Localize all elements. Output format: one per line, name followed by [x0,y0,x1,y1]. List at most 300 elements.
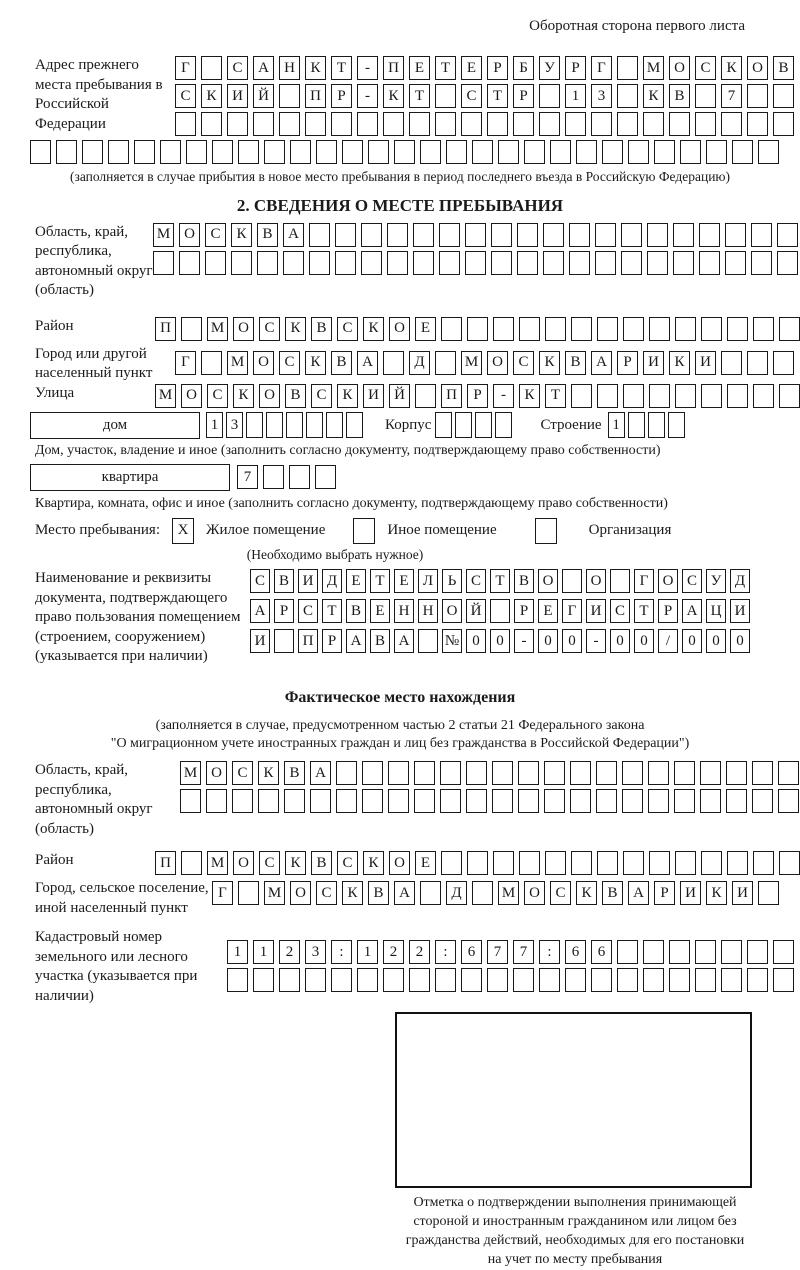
grid-cell[interactable] [675,317,696,341]
grid-cell[interactable] [336,761,357,785]
grid-cell[interactable]: А [591,351,612,375]
grid-cell[interactable]: А [310,761,331,785]
grid-cell[interactable]: 0 [706,629,726,653]
grid-cell[interactable]: 6 [461,940,482,964]
grid-cell[interactable]: С [461,84,482,108]
grid-cell[interactable] [290,140,311,164]
grid-cell[interactable]: Т [634,599,654,623]
grid-cell[interactable] [623,384,644,408]
grid-cell[interactable] [30,140,51,164]
grid-cell[interactable]: Й [466,599,486,623]
grid-cell[interactable] [647,223,668,247]
grid-cell[interactable]: С [316,881,337,905]
grid-cell[interactable]: И [732,881,753,905]
grid-cell[interactable] [439,223,460,247]
grid-cell[interactable]: Т [490,569,510,593]
grid-cell[interactable] [569,223,590,247]
grid-cell[interactable] [264,140,285,164]
grid-cell[interactable]: 1 [253,940,274,964]
grid-cell[interactable]: О [253,351,274,375]
grid-cell[interactable] [621,223,642,247]
grid-cell[interactable]: В [311,317,332,341]
grid-cell[interactable] [518,761,539,785]
grid-cell[interactable] [518,789,539,813]
grid-cell[interactable]: 1 [608,412,625,438]
grid-cell[interactable] [315,465,336,489]
grid-cell[interactable]: Т [409,84,430,108]
grid-cell[interactable] [491,223,512,247]
grid-cell[interactable]: Г [562,599,582,623]
grid-cell[interactable]: И [586,599,606,623]
grid-cell[interactable]: Г [634,569,654,593]
grid-cell[interactable] [610,569,630,593]
grid-cell[interactable]: В [285,384,306,408]
grid-cell[interactable] [362,789,383,813]
grid-cell[interactable] [346,412,363,438]
grid-cell[interactable]: Д [409,351,430,375]
grid-cell[interactable]: А [250,599,270,623]
checkbox-organization[interactable] [535,518,557,544]
grid-cell[interactable] [491,251,512,275]
grid-cell[interactable]: О [259,384,280,408]
grid-cell[interactable]: Й [389,384,410,408]
grid-cell[interactable] [680,140,701,164]
grid-cell[interactable]: И [730,599,750,623]
grid-cell[interactable] [441,851,462,875]
grid-cell[interactable] [56,140,77,164]
grid-cell[interactable] [435,412,452,438]
grid-cell[interactable]: А [357,351,378,375]
grid-cell[interactable] [266,412,283,438]
grid-cell[interactable]: И [298,569,318,593]
grid-cell[interactable] [263,465,284,489]
grid-cell[interactable]: Р [467,384,488,408]
grid-cell[interactable] [628,140,649,164]
grid-cell[interactable] [441,317,462,341]
grid-cell[interactable] [668,412,685,438]
grid-cell[interactable]: 1 [357,940,378,964]
grid-cell[interactable] [418,629,438,653]
grid-cell[interactable] [539,84,560,108]
grid-cell[interactable] [591,968,612,992]
grid-cell[interactable] [513,112,534,136]
grid-cell[interactable]: Р [487,56,508,80]
grid-cell[interactable]: 0 [682,629,702,653]
grid-cell[interactable]: К [643,84,664,108]
grid-cell[interactable]: М [264,881,285,905]
grid-cell[interactable] [539,112,560,136]
grid-cell[interactable] [467,851,488,875]
grid-cell[interactable] [674,761,695,785]
grid-cell[interactable]: И [363,384,384,408]
grid-cell[interactable] [179,251,200,275]
grid-cell[interactable]: К [233,384,254,408]
grid-cell[interactable] [649,384,670,408]
grid-cell[interactable]: О [389,317,410,341]
grid-cell[interactable] [544,761,565,785]
grid-cell[interactable] [773,968,794,992]
grid-cell[interactable] [524,140,545,164]
grid-cell[interactable]: С [695,56,716,80]
grid-cell[interactable] [472,140,493,164]
grid-cell[interactable]: С [311,384,332,408]
grid-cell[interactable]: 2 [279,940,300,964]
grid-cell[interactable] [726,761,747,785]
grid-cell[interactable] [675,851,696,875]
grid-cell[interactable] [751,251,772,275]
grid-cell[interactable] [361,223,382,247]
grid-cell[interactable]: Т [435,56,456,80]
grid-cell[interactable]: 6 [565,940,586,964]
grid-cell[interactable]: - [514,629,534,653]
grid-cell[interactable] [227,112,248,136]
grid-cell[interactable]: А [283,223,304,247]
grid-cell[interactable]: 0 [634,629,654,653]
grid-cell[interactable] [440,789,461,813]
grid-cell[interactable] [779,317,800,341]
grid-cell[interactable] [413,251,434,275]
grid-cell[interactable]: С [337,851,358,875]
grid-cell[interactable]: С [337,317,358,341]
grid-cell[interactable] [591,112,612,136]
grid-cell[interactable] [316,140,337,164]
grid-cell[interactable] [617,940,638,964]
grid-cell[interactable]: М [643,56,664,80]
grid-cell[interactable] [539,968,560,992]
grid-cell[interactable] [699,223,720,247]
grid-cell[interactable] [186,140,207,164]
grid-cell[interactable]: : [539,940,560,964]
grid-cell[interactable] [305,112,326,136]
grid-cell[interactable] [310,789,331,813]
grid-cell[interactable] [383,351,404,375]
grid-cell[interactable]: И [227,84,248,108]
grid-cell[interactable] [435,112,456,136]
grid-cell[interactable]: Ь [442,569,462,593]
grid-cell[interactable]: К [285,317,306,341]
grid-cell[interactable]: О [487,351,508,375]
grid-cell[interactable] [674,789,695,813]
grid-cell[interactable] [773,351,794,375]
grid-cell[interactable] [753,851,774,875]
grid-cell[interactable] [472,881,493,905]
grid-cell[interactable] [446,140,467,164]
grid-cell[interactable] [335,251,356,275]
grid-cell[interactable]: О [524,881,545,905]
grid-cell[interactable]: В [346,599,366,623]
grid-cell[interactable]: 7 [487,940,508,964]
grid-cell[interactable]: - [357,56,378,80]
grid-cell[interactable]: М [153,223,174,247]
grid-cell[interactable]: Н [279,56,300,80]
grid-cell[interactable] [562,569,582,593]
grid-cell[interactable] [721,940,742,964]
grid-cell[interactable] [415,384,436,408]
grid-cell[interactable] [622,789,643,813]
grid-cell[interactable]: Р [322,629,342,653]
grid-cell[interactable] [493,851,514,875]
grid-cell[interactable]: С [207,384,228,408]
grid-cell[interactable]: М [207,317,228,341]
grid-cell[interactable]: Е [538,599,558,623]
grid-cell[interactable]: - [493,384,514,408]
grid-cell[interactable] [596,761,617,785]
grid-cell[interactable]: 1 [565,84,586,108]
grid-cell[interactable] [283,251,304,275]
grid-cell[interactable]: 2 [383,940,404,964]
grid-cell[interactable] [368,140,389,164]
grid-cell[interactable] [246,412,263,438]
grid-cell[interactable] [543,223,564,247]
grid-cell[interactable] [331,968,352,992]
grid-cell[interactable] [701,384,722,408]
grid-cell[interactable]: А [253,56,274,80]
grid-cell[interactable] [205,251,226,275]
grid-cell[interactable]: А [682,599,702,623]
grid-cell[interactable]: : [331,940,352,964]
grid-cell[interactable]: О [181,384,202,408]
grid-cell[interactable]: Г [175,351,196,375]
grid-cell[interactable]: Е [461,56,482,80]
grid-cell[interactable] [675,384,696,408]
grid-cell[interactable] [622,761,643,785]
grid-cell[interactable] [201,56,222,80]
grid-cell[interactable] [623,317,644,341]
grid-cell[interactable] [227,968,248,992]
grid-cell[interactable] [721,968,742,992]
grid-cell[interactable]: С [259,317,280,341]
grid-cell[interactable] [467,317,488,341]
grid-cell[interactable]: В [257,223,278,247]
grid-cell[interactable] [517,223,538,247]
grid-cell[interactable]: Р [654,881,675,905]
grid-cell[interactable] [617,968,638,992]
grid-cell[interactable] [700,789,721,813]
grid-cell[interactable]: И [643,351,664,375]
grid-cell[interactable] [654,140,675,164]
grid-cell[interactable]: О [658,569,678,593]
grid-cell[interactable]: А [394,881,415,905]
grid-cell[interactable]: В [773,56,794,80]
grid-cell[interactable]: Р [513,84,534,108]
grid-cell[interactable] [673,251,694,275]
grid-cell[interactable]: С [610,599,630,623]
grid-cell[interactable] [752,761,773,785]
grid-cell[interactable]: Г [175,56,196,80]
grid-cell[interactable]: № [442,629,462,653]
grid-cell[interactable] [701,317,722,341]
grid-cell[interactable] [747,940,768,964]
grid-cell[interactable] [595,223,616,247]
grid-cell[interactable] [758,881,779,905]
grid-cell[interactable] [727,317,748,341]
grid-cell[interactable] [336,789,357,813]
grid-cell[interactable] [649,851,670,875]
grid-cell[interactable]: О [538,569,558,593]
grid-cell[interactable]: П [298,629,318,653]
grid-cell[interactable] [232,789,253,813]
grid-cell[interactable]: - [586,629,606,653]
grid-cell[interactable]: Р [617,351,638,375]
grid-cell[interactable] [181,317,202,341]
grid-cell[interactable]: О [233,851,254,875]
grid-cell[interactable] [492,789,513,813]
grid-cell[interactable] [440,761,461,785]
grid-cell[interactable] [435,968,456,992]
grid-cell[interactable] [597,851,618,875]
grid-cell[interactable] [253,112,274,136]
checkbox-other-premises[interactable] [353,518,375,544]
grid-cell[interactable] [231,251,252,275]
grid-cell[interactable]: / [658,629,678,653]
grid-cell[interactable] [387,251,408,275]
grid-cell[interactable] [669,968,690,992]
grid-cell[interactable]: В [370,629,390,653]
grid-cell[interactable] [238,140,259,164]
grid-cell[interactable] [747,351,768,375]
grid-cell[interactable] [82,140,103,164]
grid-cell[interactable] [602,140,623,164]
grid-cell[interactable] [643,112,664,136]
grid-cell[interactable] [258,789,279,813]
grid-cell[interactable] [362,761,383,785]
grid-cell[interactable]: В [514,569,534,593]
grid-cell[interactable]: Й [253,84,274,108]
grid-cell[interactable]: А [346,629,366,653]
grid-cell[interactable] [519,851,540,875]
grid-cell[interactable] [621,251,642,275]
grid-cell[interactable]: Т [331,56,352,80]
house-box[interactable]: дом [30,412,200,439]
grid-cell[interactable]: О [586,569,606,593]
grid-cell[interactable] [461,112,482,136]
grid-cell[interactable] [753,384,774,408]
grid-cell[interactable] [597,317,618,341]
grid-cell[interactable]: С [232,761,253,785]
grid-cell[interactable]: 1 [206,412,223,438]
grid-cell[interactable] [361,251,382,275]
grid-cell[interactable]: П [441,384,462,408]
grid-cell[interactable]: Е [415,851,436,875]
grid-cell[interactable]: К [539,351,560,375]
grid-cell[interactable] [383,968,404,992]
grid-cell[interactable]: Д [730,569,750,593]
grid-cell[interactable]: С [298,599,318,623]
grid-cell[interactable]: Е [346,569,366,593]
grid-cell[interactable] [201,351,222,375]
grid-cell[interactable] [420,140,441,164]
grid-cell[interactable]: П [383,56,404,80]
grid-cell[interactable]: 2 [409,940,430,964]
grid-cell[interactable] [751,223,772,247]
grid-cell[interactable]: 0 [538,629,558,653]
grid-cell[interactable]: К [519,384,540,408]
grid-cell[interactable]: О [290,881,311,905]
grid-cell[interactable]: 7 [237,465,258,489]
grid-cell[interactable] [413,223,434,247]
grid-cell[interactable] [394,140,415,164]
grid-cell[interactable]: 3 [305,940,326,964]
grid-cell[interactable] [570,789,591,813]
grid-cell[interactable]: Д [446,881,467,905]
grid-cell[interactable]: Т [487,84,508,108]
grid-cell[interactable] [570,761,591,785]
grid-cell[interactable] [648,412,665,438]
grid-cell[interactable] [519,317,540,341]
grid-cell[interactable] [544,789,565,813]
grid-cell[interactable]: С [279,351,300,375]
grid-cell[interactable] [726,789,747,813]
grid-cell[interactable] [284,789,305,813]
grid-cell[interactable]: С [250,569,270,593]
grid-cell[interactable]: М [207,851,228,875]
grid-cell[interactable]: Т [545,384,566,408]
grid-cell[interactable] [305,968,326,992]
grid-cell[interactable]: М [461,351,482,375]
grid-cell[interactable]: К [363,851,384,875]
checkbox-residential[interactable]: X [172,518,194,544]
grid-cell[interactable]: Е [394,569,414,593]
grid-cell[interactable]: П [155,851,176,875]
grid-cell[interactable] [388,761,409,785]
grid-cell[interactable] [617,56,638,80]
grid-cell[interactable] [643,940,664,964]
grid-cell[interactable] [778,761,799,785]
grid-cell[interactable]: М [498,881,519,905]
grid-cell[interactable]: С [682,569,702,593]
grid-cell[interactable]: 1 [227,940,248,964]
grid-cell[interactable] [238,881,259,905]
grid-cell[interactable] [721,112,742,136]
grid-cell[interactable] [495,412,512,438]
grid-cell[interactable] [331,112,352,136]
grid-cell[interactable] [466,761,487,785]
grid-cell[interactable]: К [231,223,252,247]
grid-cell[interactable] [700,761,721,785]
grid-cell[interactable]: Е [415,317,436,341]
grid-cell[interactable] [153,251,174,275]
grid-cell[interactable]: С [227,56,248,80]
grid-cell[interactable]: С [550,881,571,905]
grid-cell[interactable] [513,968,534,992]
grid-cell[interactable]: В [274,569,294,593]
grid-cell[interactable] [597,384,618,408]
grid-cell[interactable] [160,140,181,164]
grid-cell[interactable] [545,317,566,341]
grid-cell[interactable]: К [305,56,326,80]
grid-cell[interactable]: Н [418,599,438,623]
grid-cell[interactable] [414,789,435,813]
grid-cell[interactable] [727,851,748,875]
grid-cell[interactable]: Р [565,56,586,80]
grid-cell[interactable] [175,112,196,136]
grid-cell[interactable] [279,112,300,136]
grid-cell[interactable]: К [576,881,597,905]
grid-cell[interactable] [201,112,222,136]
grid-cell[interactable]: С [205,223,226,247]
grid-cell[interactable] [309,223,330,247]
grid-cell[interactable] [475,412,492,438]
grid-cell[interactable] [206,789,227,813]
grid-cell[interactable]: О [442,599,462,623]
grid-cell[interactable] [617,112,638,136]
grid-cell[interactable]: О [389,851,410,875]
grid-cell[interactable] [493,317,514,341]
grid-cell[interactable]: 0 [562,629,582,653]
grid-cell[interactable]: К [201,84,222,108]
grid-cell[interactable] [490,599,510,623]
grid-cell[interactable]: Р [658,599,678,623]
